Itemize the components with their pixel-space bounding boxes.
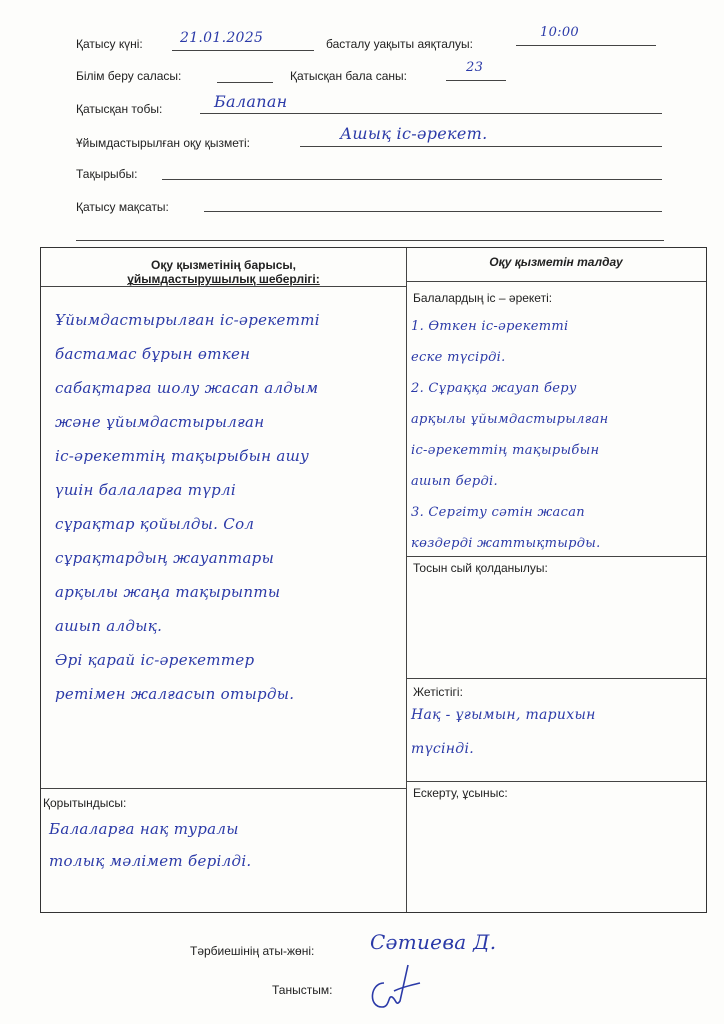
handwritten-line: сұрақтар қойылды. Сол (55, 515, 255, 533)
remarks-label: Ескерту, ұсыныс: (413, 786, 508, 800)
handwritten-line: ашып берді. (411, 474, 498, 489)
handwritten-line: Нақ - ұғымын, тарихын (411, 707, 596, 723)
handwritten-line: және ұйымдастырылған (55, 413, 265, 431)
handwritten-line: іс-әрекеттің тақырыбын ашу (55, 447, 310, 465)
handwritten-line: толық мәлімет берілді. (49, 852, 252, 870)
handwritten-line: 1. Өткен іс-әрекетті (411, 319, 569, 334)
handwritten-line: көздерді жаттықтырды. (411, 536, 601, 551)
date-value: 21.01.2025 (180, 30, 264, 46)
handwritten-line: 3. Сергіту сәтін жасап (411, 505, 585, 520)
handwritten-line: 2. Сұраққа жауап беру (411, 381, 577, 396)
handwritten-line: арқылы ұйымдастырылған (411, 412, 609, 427)
topic-label: Тақырыбы: (76, 167, 138, 181)
count-label: Қатысқан бала саны: (290, 69, 407, 83)
analysis-table (40, 247, 707, 913)
conclusion-label: Қорытындысы: (43, 796, 127, 810)
activity-value: Ашық іс-әрекет. (340, 124, 488, 143)
handwritten-line: сұрақтардың жауаптары (55, 549, 275, 567)
teacher-value: Сәтиева Д. (370, 930, 497, 954)
goal-label: Қатысу мақсаты: (76, 200, 169, 214)
conclusion-text (49, 813, 251, 877)
surprise-label: Тосын сый қолданылуы: (413, 561, 548, 575)
activity-label: Ұйымдастырылған оқу қызметі: (76, 136, 251, 150)
handwritten-line: бастамас бұрын өткен (55, 345, 251, 363)
handwritten-line: ретімен жалғасып отырды. (55, 685, 295, 703)
children-text (411, 311, 609, 559)
left-header-line2: ұйымдастырушылық шеберлігі: (127, 272, 320, 286)
signature-mark (362, 955, 422, 1015)
group-label: Қатысқан тобы: (76, 102, 163, 116)
ack-label: Таныстым: (272, 983, 333, 997)
handwritten-line: еске түсірді. (411, 350, 506, 365)
group-value: Балапан (214, 92, 288, 111)
handwritten-line: сабақтарға шолу жасап алдым (55, 379, 319, 397)
count-value: 23 (466, 60, 484, 75)
area-label: Білім беру саласы: (76, 69, 182, 83)
date-label: Қатысу күні: (76, 37, 143, 51)
handwritten-line: түсінді. (411, 741, 475, 757)
handwritten-line: Әрі қарай іс-әрекеттер (55, 651, 255, 669)
handwritten-line: Балаларға нақ туралы (49, 820, 239, 838)
handwritten-line: үшін балаларға түрлі (55, 481, 236, 499)
achievement-label: Жетістігі: (413, 685, 463, 699)
progress-text (55, 303, 320, 711)
left-header-line1: Оқу қызметінің барысы, (151, 258, 296, 272)
handwritten-line: іс-әрекеттің тақырыбын (411, 443, 600, 458)
right-header: Оқу қызметін талдау (489, 255, 623, 269)
time-label: басталу уақыты аяқталуы: (326, 37, 473, 51)
achievement-text (411, 698, 596, 766)
handwritten-line: арқылы жаңа тақырыпты (55, 583, 281, 601)
time-value: 10:00 (540, 25, 579, 40)
handwritten-line: Ұйымдастырылған іс-әрекетті (55, 311, 320, 329)
children-label: Балалардың іс – әрекеті: (413, 291, 553, 305)
handwritten-line: ашып алдық. (55, 617, 163, 635)
teacher-label: Тәрбиешінің аты-жөні: (190, 944, 315, 958)
